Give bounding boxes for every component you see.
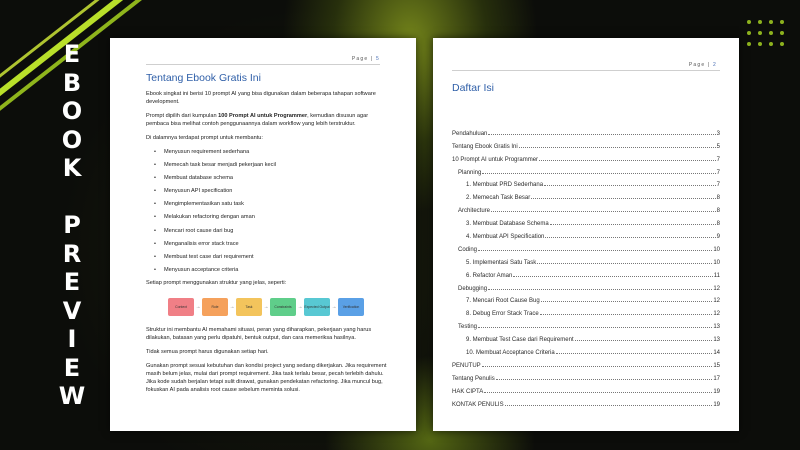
dot	[769, 20, 773, 24]
paragraph	[146, 112, 388, 128]
side-title-letter: R	[62, 239, 82, 268]
toc-entry[interactable]	[452, 304, 720, 317]
toc-entry-page: 9	[716, 234, 720, 241]
page-header: Page | 5	[351, 56, 380, 62]
bullet-list	[154, 148, 388, 274]
flow-step: Constraints	[270, 298, 296, 316]
toc-entry[interactable]	[452, 240, 720, 253]
bullet-text: Melakukan refactoring dengan aman	[164, 214, 255, 221]
side-title-letter: O	[61, 97, 83, 125]
page-header-word: Page	[688, 62, 706, 68]
section-body	[146, 90, 388, 400]
toc-entry[interactable]	[452, 253, 720, 266]
bullet-item	[154, 227, 388, 235]
dot	[747, 20, 751, 24]
header-rule	[452, 70, 720, 71]
toc-leader-dots	[488, 134, 715, 135]
toc-leader-dots	[488, 289, 712, 290]
flow-step: Context	[168, 298, 194, 316]
toc-entry-page: 13	[713, 324, 720, 331]
toc-entry[interactable]	[452, 292, 720, 305]
bullet-icon: •	[154, 266, 156, 273]
paragraph-bold-text: 100 Prompt AI untuk Programmer	[218, 113, 308, 119]
toc-entry-page: 10	[713, 246, 720, 253]
paragraph: Struktur ini membantu AI memahami situasi, peran yang diharapkan, pekerjaan yang harus dilakukan, batasan yang perlu dipatuhi, bentuk output, dan cara memeriksa hasilnya.	[146, 326, 372, 341]
bullet-text: Menyusun API specification	[164, 188, 233, 195]
toc-entry-label: Tentang Penulis	[452, 375, 495, 382]
toc-entry-page: 15	[713, 362, 720, 369]
toc-entry-page: 7	[716, 169, 720, 176]
bullet-icon: •	[154, 175, 156, 182]
toc-leader-dots	[519, 147, 716, 148]
bullet-item	[154, 240, 388, 248]
toc-entry-label: Architecture	[458, 208, 491, 215]
toc-leader-dots	[513, 276, 712, 277]
toc-entry-page: 8	[716, 208, 720, 215]
toc-entry-page: 19	[713, 401, 720, 408]
arrow-right-icon: →	[297, 303, 303, 310]
dot	[780, 31, 784, 35]
paragraph-text: Prompt dipilih dari kumpulan	[146, 113, 219, 119]
toc-entry[interactable]	[452, 382, 720, 395]
toc-entry-page: 5	[716, 143, 720, 150]
header-rule	[146, 64, 380, 65]
bullet-text: Membuat test case dari requirement	[164, 253, 254, 260]
toc-entry-page: 12	[713, 285, 720, 292]
toc-entry[interactable]	[452, 279, 720, 292]
side-title-letter: O	[61, 125, 83, 154]
flow-step: Verification	[338, 298, 364, 316]
page-daftar-isi	[433, 38, 739, 431]
toc-leader-dots	[496, 379, 713, 380]
flow-step: Role	[202, 298, 228, 316]
arrow-right-icon: →	[331, 303, 337, 310]
toc-entry-page: 11	[713, 272, 720, 279]
bullet-icon: •	[154, 253, 156, 260]
side-title-letter: B	[62, 68, 82, 97]
toc-entry-label: KONTAK PENULIS	[452, 401, 504, 408]
toc-leader-dots	[541, 301, 713, 302]
toc-entry-page: 12	[713, 298, 720, 305]
page-header-word: Page	[351, 56, 369, 62]
toc-entry-label: 10 Prompt AI untuk Programmer	[452, 156, 539, 163]
bullet-item	[154, 174, 388, 182]
toc-entry-label: 6. Refactor Aman	[466, 272, 513, 279]
toc-entry-page: 12	[713, 311, 720, 318]
paragraph: Setiap prompt menggunakan struktur yang jelas, seperti:	[146, 279, 287, 286]
toc-entry[interactable]	[452, 214, 720, 227]
toc-entry[interactable]	[452, 266, 720, 279]
bullet-icon: •	[154, 214, 156, 221]
bullet-item	[154, 148, 388, 156]
toc-entry[interactable]	[452, 369, 720, 382]
toc-entry-label: 1. Membuat PRD Sederhana	[466, 182, 544, 189]
bullet-text: Membuat database schema	[164, 175, 234, 182]
toc-entry-label: 4. Membuat API Specification	[466, 234, 545, 241]
toc-entry[interactable]	[452, 317, 720, 330]
bullet-text: Menyusun acceptance criteria	[164, 266, 239, 273]
toc-entry-label: 9. Membuat Test Case dari Requirement	[466, 337, 574, 344]
toc-entry-page: 13	[713, 337, 720, 344]
toc-entry[interactable]	[452, 356, 720, 369]
toc-entry[interactable]	[452, 343, 720, 356]
toc-entry-page: 14	[713, 350, 720, 357]
toc-entry[interactable]	[452, 176, 720, 189]
paragraph: Tidak semua prompt harus digunakan setiap hari.	[146, 348, 269, 355]
toc-entry-page: 3	[716, 130, 720, 137]
toc-leader-dots	[478, 327, 712, 328]
flow-step: Expected Output	[304, 298, 330, 316]
toc-entry[interactable]	[452, 163, 720, 176]
side-title-letter: E	[63, 268, 81, 296]
side-title-letter: I	[67, 325, 77, 353]
toc-leader-dots	[482, 173, 715, 174]
decorative-dot-grid	[747, 20, 784, 46]
bullet-text: Mencari root cause dari bug	[164, 227, 234, 234]
dot	[780, 42, 784, 46]
toc-entry-label: PENUTUP	[452, 362, 481, 369]
side-title-letter: W	[58, 382, 86, 410]
toc-entry-page: 7	[716, 156, 720, 163]
toc-leader-dots	[491, 211, 716, 212]
side-title-letter: K	[62, 154, 82, 182]
toc-entry-label: 10. Membuat Acceptance Criteria	[466, 350, 555, 357]
paragraph: Gunakan prompt sesuai kebutuhan dan kondisi project yang sedang dikerjakan. Jika requirement masih belum jelas, mulai dari prompt requirement. Jika task terlalu besar, pecah terlebih dahulu. Jika kode sudah berjalan tetapi sulit dirawat, gunakan pendekatan refactoring. Jika muncul bug, fokuskan AI pada analisis root cause sebelum meminta solusi.	[146, 362, 387, 393]
dot	[769, 31, 773, 35]
bullet-text: Memecah task besar menjadi pekerjaan kecil	[164, 162, 276, 169]
toc-title: Daftar Isi	[452, 82, 495, 94]
dot	[758, 42, 762, 46]
bullet-icon: •	[154, 201, 156, 208]
toc-entry-label: 7. Mencari Root Cause Bug	[466, 298, 540, 305]
page-number: 2	[713, 62, 717, 68]
page-tentang-ebook	[110, 38, 416, 431]
toc-entry-label: 2. Memecah Task Besar	[466, 195, 531, 202]
bullet-text: Menyusun requirement sederhana	[164, 149, 250, 155]
bullet-icon: •	[154, 227, 156, 234]
toc-entry-page: 8	[716, 221, 720, 228]
toc-leader-dots	[482, 366, 713, 367]
toc-entry-label: Coding	[458, 246, 478, 253]
arrow-right-icon: →	[195, 303, 201, 310]
bullet-text: Mengimplementasikan satu task	[164, 201, 244, 208]
toc-leader-dots	[540, 314, 713, 315]
bullet-item	[154, 253, 388, 261]
toc-leader-dots	[539, 160, 716, 161]
toc-entry-label: 3. Membuat Database Schema	[466, 221, 549, 228]
side-title-letter: E	[63, 353, 81, 382]
toc-leader-dots	[531, 198, 715, 199]
dot	[758, 20, 762, 24]
dot	[780, 20, 784, 24]
bullet-icon: •	[154, 188, 156, 195]
bullet-text: Menganalisis error stack trace	[164, 240, 239, 247]
toc-entry-label: HAK CIPTA	[452, 388, 484, 395]
toc-entry-page: 10	[713, 259, 720, 266]
toc-leader-dots	[537, 263, 712, 264]
toc-entry-page: 17	[713, 375, 720, 382]
prompt-structure-flow	[168, 298, 388, 316]
bullet-item	[154, 266, 388, 274]
side-title-letter: E	[63, 40, 81, 68]
arrow-right-icon: →	[229, 303, 235, 310]
toc-leader-dots	[478, 250, 712, 251]
toc-leader-dots	[550, 224, 716, 225]
dot	[747, 42, 751, 46]
table-of-contents	[452, 124, 720, 408]
toc-entry[interactable]	[452, 330, 720, 343]
toc-leader-dots	[484, 392, 712, 393]
toc-entry[interactable]	[452, 188, 720, 201]
bullet-item	[154, 200, 388, 208]
toc-entry-label: Debugging	[458, 285, 488, 292]
bullet-icon: •	[154, 240, 156, 247]
toc-entry-label: Testing	[458, 324, 478, 331]
bullet-icon: •	[154, 162, 156, 169]
toc-entry-label: 8. Debug Error Stack Trace	[466, 311, 539, 318]
toc-entry-label: Planning	[458, 169, 482, 176]
toc-entry[interactable]	[452, 201, 720, 214]
page-header: Page | 2	[688, 62, 717, 68]
side-title-letter: P	[63, 211, 81, 239]
dot	[769, 42, 773, 46]
toc-entry[interactable]	[452, 124, 720, 137]
paragraph-text: , kemudian disusun agar pembaca bisa melihat contoh penggunaannya dalam workflow yang lebih terstruktur.	[146, 113, 369, 127]
toc-entry[interactable]	[452, 227, 720, 240]
toc-entry[interactable]	[452, 150, 720, 163]
toc-entry-page: 8	[716, 195, 720, 202]
toc-entry-label: Tentang Ebook Gratis Ini	[452, 143, 518, 150]
arrow-right-icon: →	[263, 303, 269, 310]
dot	[747, 31, 751, 35]
toc-entry-page: 7	[716, 182, 720, 189]
toc-entry-page: 19	[713, 388, 720, 395]
dot	[758, 31, 762, 35]
toc-leader-dots	[505, 405, 713, 406]
side-title-letter: V	[62, 296, 82, 325]
toc-entry-label: 5. Implementasi Satu Task	[466, 259, 537, 266]
toc-leader-dots	[544, 185, 716, 186]
toc-entry[interactable]	[452, 395, 720, 408]
bullet-icon: •	[154, 149, 156, 155]
bullet-item	[154, 161, 388, 169]
bullet-item	[154, 187, 388, 195]
toc-entry-label: Pendahuluan	[452, 130, 488, 137]
bullet-item	[154, 213, 388, 221]
page-number: 5	[376, 56, 380, 62]
toc-entry[interactable]	[452, 137, 720, 150]
toc-leader-dots	[545, 237, 715, 238]
flow-step: Task	[236, 298, 262, 316]
ebook-preview-vertical-title	[54, 40, 90, 411]
section-title: Tentang Ebook Gratis Ini	[146, 72, 261, 84]
paragraph: Di dalamnya terdapat prompt untuk membantu:	[146, 135, 263, 141]
paragraph: Ebook singkat ini berisi 10 prompt AI yang bisa digunakan dalam beberapa tahapan software development.	[146, 91, 376, 105]
toc-leader-dots	[556, 353, 713, 354]
toc-leader-dots	[575, 340, 713, 341]
